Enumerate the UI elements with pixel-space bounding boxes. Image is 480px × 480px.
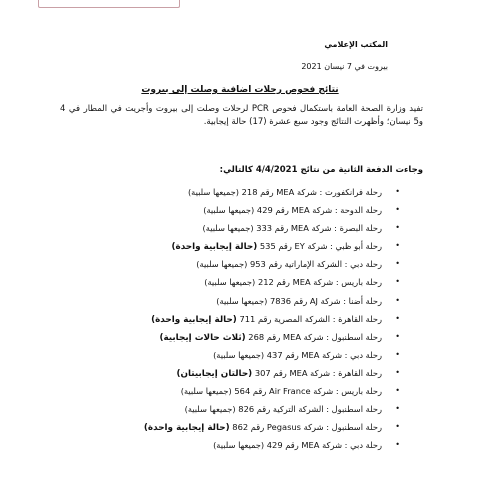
bullet-icon: • [395, 277, 400, 287]
flight-result-item [78, 237, 408, 255]
flight-description: رحلة الدوحة : شركة MEA رقم 429 [254, 205, 382, 216]
bullet-icon: • [395, 313, 400, 323]
bullet-icon: • [395, 331, 400, 341]
flight-test-result: (جميعها سلبية) [204, 277, 256, 288]
bullet-icon: • [395, 295, 400, 305]
bullet-icon: • [395, 440, 400, 450]
bullet-icon: • [395, 187, 400, 196]
flight-description: رحلة اسطنبول : الشركة التركية رقم 826 [235, 404, 382, 415]
flight-test-result: (جميعها سلبية) [203, 205, 255, 216]
bullet-icon: • [395, 241, 400, 251]
flight-description: رحلة القاهرة : شركة MEA رقم 307 [252, 367, 382, 378]
flight-results-list [78, 183, 408, 454]
bullet-icon: • [395, 205, 400, 215]
flight-test-result: (جميعها سلبية) [213, 440, 265, 451]
flight-description: رحلة أضنا : شركة AJ رقم 7836 [267, 295, 382, 306]
flight-result-item [78, 310, 408, 328]
flight-test-result: (جميعها سلبية) [187, 187, 239, 197]
flight-test-result: (حالة إيجابية واحدة) [143, 423, 230, 434]
flight-result-item [78, 273, 408, 291]
flight-result-item [78, 219, 408, 237]
flight-description: رحلة أبو ظبي : شركة EY رقم 535 [257, 241, 382, 252]
flight-result-item [78, 364, 408, 382]
flight-result-item [78, 418, 408, 436]
bullet-icon: • [395, 386, 400, 396]
office-name: المكتب الإعلامي [324, 40, 388, 49]
flight-test-result: (جميعها سلبية) [213, 349, 265, 360]
flight-test-result: (حالة إيجابية واحدة) [171, 242, 258, 253]
flight-description: رحلة دبي : الشركة الإماراتية رقم 953 [247, 259, 382, 270]
flight-test-result: (جميعها سلبية) [180, 386, 232, 397]
flight-test-result: (جميعها سلبية) [196, 259, 248, 270]
flight-test-result: (جميعها سلبية) [184, 404, 236, 415]
bullet-icon: • [395, 422, 400, 432]
document-date: بيروت في 7 نيسان 2021 [301, 62, 388, 71]
flight-description: رحلة اسطنبول : شركة MEA رقم 268 [245, 331, 382, 342]
bullet-icon: • [395, 259, 400, 269]
flight-test-result: (حالتان إيجابيتان) [176, 368, 253, 379]
flight-test-result: (حالة إيجابية واحدة) [151, 314, 237, 325]
flight-result-item [78, 201, 408, 219]
flight-result-item [78, 382, 408, 400]
flight-result-item [78, 346, 408, 364]
bullet-icon: • [395, 404, 400, 414]
flight-result-item [78, 400, 408, 418]
flight-test-result: (ثلاث حالات إيجابية) [159, 332, 246, 343]
bullet-icon: • [395, 367, 400, 377]
flight-description: رحلة دبي : شركة MEA رقم 437 [264, 349, 382, 360]
flight-description: رحلة القاهرة : الشركة المصرية رقم 711 [236, 313, 382, 324]
flight-description: رحلة اسطنبول : شركة Pegasus رقم 862 [229, 422, 382, 433]
flight-description: رحلة البصرة : شركة MEA رقم 333 [253, 223, 382, 234]
batch-heading: وجاءت الدفعة الثانية من نتائج 4/4/2021 كالتالي: [219, 165, 423, 175]
document-title: نتائج فحوص رحلات اضافية وصلت إلى بيروت [141, 85, 339, 95]
flight-description: رحلة باريس : شركة MEA رقم 212 [255, 277, 382, 288]
flight-result-item [78, 292, 408, 310]
flight-result-item [78, 328, 408, 346]
flight-result-item [78, 255, 408, 273]
bullet-icon: • [395, 223, 400, 233]
flight-result-item [78, 436, 408, 454]
flight-description: رحلة باريس : شركة Air France رقم 564 [231, 386, 382, 397]
bullet-icon: • [395, 349, 400, 359]
intro-paragraph: تفيد وزارة الصحة العامة باستكمال فحوص PCR لرحلات وصلت إلى بيروت وأجريت في المطار في 4 و5 نيسان؛ وأظهرت النتائج وجود سبع عشرة (17) حالة إيجابية. [60, 104, 424, 127]
flight-result-item [78, 183, 408, 201]
flight-description: رحلة فرانكفورت : شركة MEA رقم 218 [239, 187, 382, 197]
flight-test-result: (جميعها سلبية) [202, 223, 254, 234]
header-frame [38, 0, 180, 8]
flight-test-result: (جميعها سلبية) [216, 295, 268, 306]
flight-description: رحلة دبي : شركة MEA رقم 429 [264, 440, 382, 451]
